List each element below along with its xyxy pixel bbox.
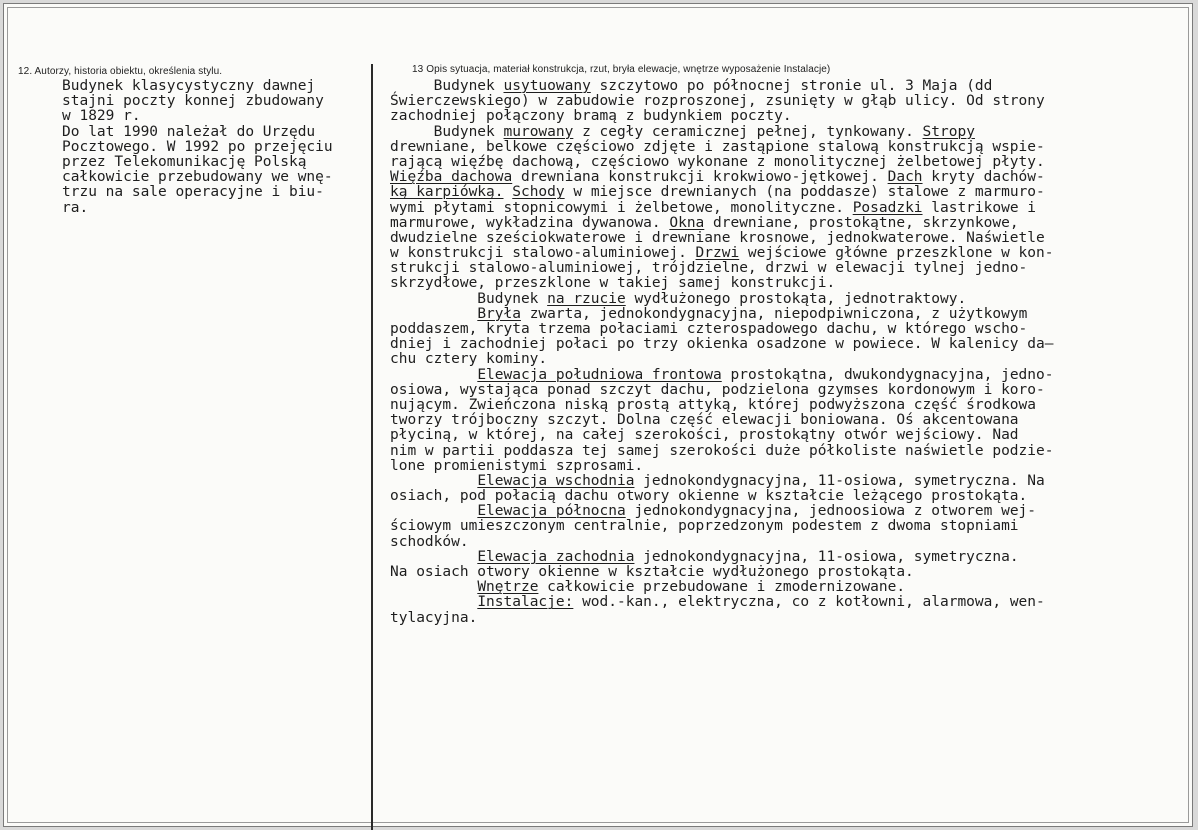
text-run [390,473,477,489]
text-run: poddaszem, kryta trzema połaciami czterospadowego dachu, w którego wscho- [390,321,1028,337]
text-run: całkowicie przebudowany we wnę- [62,169,333,186]
text-run: jednokondygnacyjna, 11-osiowa, symetryczna. [634,548,1019,565]
text-line [390,383,1053,398]
text-run [390,306,477,322]
text-run [390,594,477,610]
text-run: nim w partii poddasza tej samej szerokości duże półkoliste naświetle podzie- [390,442,1054,459]
text-line [390,94,1053,109]
text-line [390,413,1053,428]
text-line [390,352,1053,367]
text-run: z cegły ceramicznej pełnej, tynkowany. [573,123,923,140]
underlined-term: usytuowany [503,78,591,94]
text-run: jednokondygnacyjna, jednoosiowa z otworem wej- [625,503,1037,520]
text-run: wymi płytami stopnicowymi i żelbetowe, monolityczne. [390,199,853,216]
text-line [62,201,333,216]
text-run: jednokondygnacyjna, 11-osiowa, symetryczna. Na [634,472,1045,489]
text-run: wod.-kan., elektryczna, co z kotłowni, alarmowa, wen- [573,594,1045,611]
underlined-term: ką karpiówką. [390,184,504,201]
text-line [62,155,333,170]
text-run: dwudzielne sześciokwaterowe i drewniane krosnowe, jednokwaterowe. Naświetle [390,229,1045,246]
underlined-term: Elewacja wschodnia [477,472,635,489]
text-line [390,246,1053,261]
underlined-term: Drzwi [695,245,740,262]
text-line [390,368,1053,383]
text-run [390,503,477,519]
underlined-term: Instalacje: [477,594,574,611]
text-line [62,140,333,155]
text-run: lastrikowe i [922,199,1037,216]
text-line [390,504,1053,519]
text-run: Budynek [390,78,504,94]
text-line [62,94,333,109]
text-line [390,444,1053,459]
text-run [504,184,513,200]
text-line [390,611,1053,626]
text-run: rającą więźbę dachową, częściowo wykonane z monolitycznej żelbetowej płyty. [390,153,1045,170]
text-run: lone promienistymi szprosami. [390,457,644,474]
text-run: trzu na sale operacyjne i biu- [62,184,324,201]
text-run: wejściowe główne przeszklone w kon- [739,245,1054,262]
text-line [390,519,1053,534]
text-line [390,535,1053,550]
underlined-term: Dach [887,169,923,186]
text-line [390,474,1053,489]
text-line [390,140,1053,155]
text-run: schodków. [390,533,469,550]
text-run: płyciną, w której, na całej szerokości, prostokątny otwór wejściowy. Nad [390,427,1019,444]
text-run: Budynek [390,290,548,307]
underlined-term: Stropy [922,123,975,140]
text-run: stajni poczty konnej zbudowany [62,93,324,110]
text-line [390,109,1053,124]
text-line [390,307,1053,322]
text-line [390,550,1053,565]
underlined-term: Elewacja południowa frontowa [477,366,722,383]
text-run: zwarta, jednokondygnacyjna, niepodpiwniczona, z użytkowym [520,305,1028,322]
text-line [390,292,1053,307]
text-run: w miejsce drewnianych (na poddasze) stalowe z marmuro- [564,184,1045,201]
text-run: prostokątna, dwukondygnacyjna, jedno- [721,366,1054,383]
text-run: całkowicie przebudowane i zmodernizowane. [538,579,906,596]
text-line [390,459,1053,474]
text-run: tylacyjna. [390,609,478,626]
text-run: Do lat 1990 należał do Urzędu [62,123,316,140]
text-line [390,322,1053,337]
text-run: skrzydłowe, przeszklone w takiej samej konstrukcji. [390,275,836,292]
text-line [390,125,1053,140]
text-line [390,79,1053,94]
text-run: przez Telekomunikację Polską [62,153,307,170]
text-run: Świerczewskiego) w zabudowie rozproszonej, zsunięty w głąb ulicy. Od strony [390,93,1045,110]
text-line [390,398,1053,413]
underlined-term: Schody [512,184,565,201]
underlined-term: murowany [503,123,574,140]
text-run: ściowym umieszczonym centralnie, poprzedzonym podestem z dwoma stopniami [390,518,1019,535]
underlined-term: Okna [669,214,705,231]
text-run: drewniane, prostokątne, skrzynkowe, [704,214,1019,231]
text-line [390,595,1053,610]
text-line [390,201,1053,216]
text-run: w 1829 r. [62,108,141,125]
text-line [62,185,333,200]
text-line [390,565,1053,580]
text-run: zachodniej połączony bramą z budynkiem poczty. [390,108,792,125]
underlined-term: na rzucie [547,290,626,307]
text-line [390,155,1053,170]
underlined-term: Elewacja północna [477,503,626,520]
text-run: nującym. Zwieńczona niską prostą attyką, której podwyższona część środkowa [390,396,1037,413]
text-run: w konstrukcji stalowo-aluminiowej. [390,245,696,262]
text-line [390,185,1053,200]
text-run: tworzy trójboczny szczyt. Dolna część elewacji boniowana. Oś akcentowana [390,412,1019,429]
left-section-heading: 12. Autorzy, historia obiektu, określenia stylu. [18,66,223,77]
text-line [62,79,333,94]
text-line [62,125,333,140]
text-line [390,261,1053,276]
text-run: marmurowe, wykładzina dywanowa. [390,214,670,231]
text-run: drewniane, belkowe częściowo zdjęte i zastąpione stalową konstrukcją wspie- [390,138,1045,155]
text-run: chu cztery kominy. [390,351,548,368]
text-line [390,216,1053,231]
underlined-term: Elewacja zachodnia [477,548,635,565]
text-line [62,170,333,185]
text-line [62,109,333,124]
description-text-block [390,79,1053,626]
underlined-term: Bryła [477,305,521,322]
text-line [390,428,1053,443]
text-run: Pocztowego. W 1992 po przejęciu [62,138,333,155]
text-line [390,231,1053,246]
column-divider [371,64,373,830]
text-line [390,337,1053,352]
text-line [390,489,1053,504]
right-section-heading: 13 Opis sytuacja, materiał konstrukcja, rzut, bryła elewacje, wnętrze wyposażenie Instalacje) [412,64,831,75]
text-line [390,170,1053,185]
text-run [390,579,477,595]
text-run: drewniana konstrukcji krokwiowo-jętkowej. [512,169,888,186]
text-run: Budynek klasycystyczny dawnej [62,78,316,94]
text-run: ra. [62,199,89,216]
history-text-block [62,79,333,216]
text-run: Budynek [390,123,504,140]
text-run: Na osiach otwory okienne w kształcie wydłużonego prostokąta. [390,564,914,580]
text-line [390,580,1053,595]
underlined-term: Więźba dachowa [390,169,513,186]
text-line [390,276,1053,291]
text-run [390,549,477,565]
text-run: wydłużonego prostokąta, jednotraktowy. [625,290,967,307]
text-run: osiowa, wystająca ponad szczyt dachu, podzielona gzymses kordonowym i koro- [390,381,1045,398]
text-run: strukcji stalowo-aluminiowej, trójdzielne, drzwi w elewacji tylnej jedno- [390,260,1028,277]
text-run [390,367,477,383]
text-run: kryty dachów- [922,169,1045,186]
text-run: szczytowo po północnej stronie ul. 3 Maja (dd [590,78,993,94]
underlined-term: Wnętrze [477,579,539,596]
text-run: osiach, pod połacią dachu otwory okienne w kształcie leżącego prostokąta. [390,488,1028,505]
underlined-term: Posadzki [852,199,923,216]
text-run: dniej i zachodniej połaci po trzy okienka osadzone w powiece. W kalenicy da— [390,336,1054,353]
